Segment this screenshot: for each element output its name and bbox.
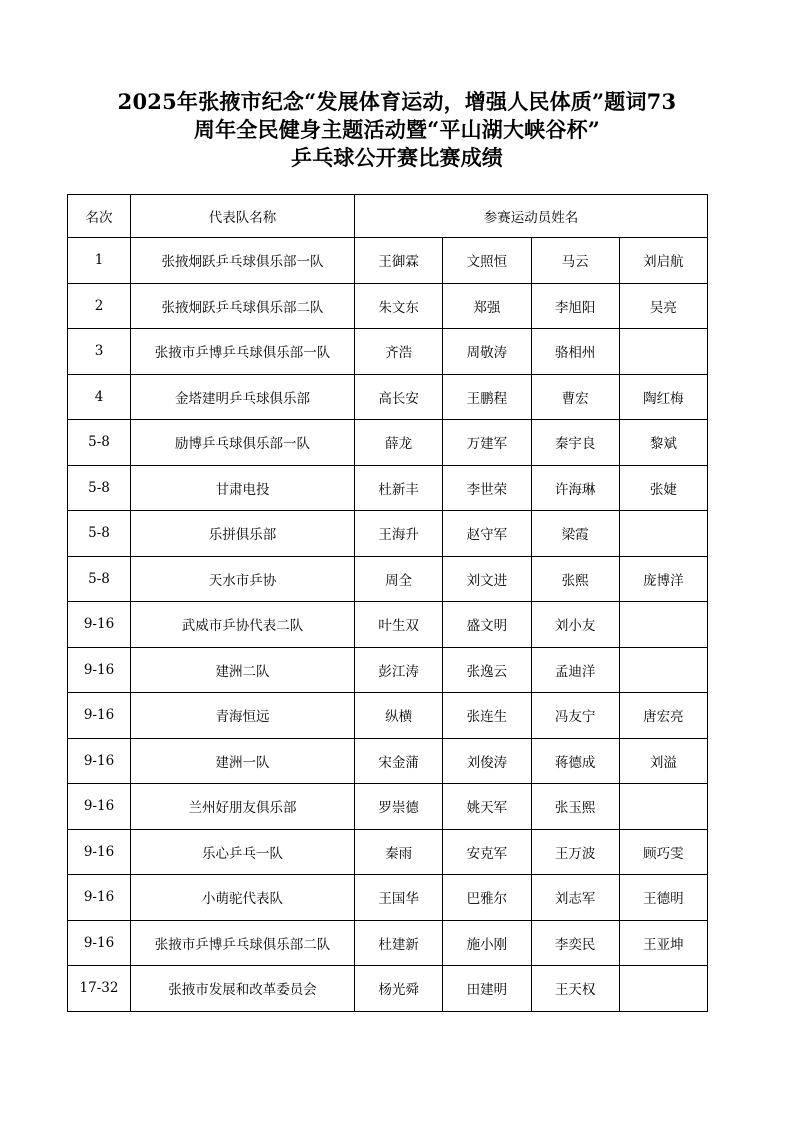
player-name-cell: 许海琳 [531, 465, 619, 511]
team-name-cell: 武威市乒协代表二队 [131, 602, 355, 648]
team-name-cell: 天水市乒协 [131, 556, 355, 602]
table-row [68, 465, 708, 511]
player-name-cell: 周敬涛 [443, 329, 531, 375]
table-row [68, 556, 708, 602]
team-name-cell: 金塔建明乒乓球俱乐部 [131, 374, 355, 420]
header-players: 参赛运动员姓名 [355, 195, 708, 238]
rank-cell: 9-16 [68, 829, 131, 875]
player-name-cell: 薛龙 [355, 420, 443, 466]
player-name-cell: 李世荣 [443, 465, 531, 511]
player-name-cell: 刘俊涛 [443, 738, 531, 784]
table-row [68, 784, 708, 830]
table-row [68, 693, 708, 739]
player-name-cell: 顾巧雯 [619, 829, 707, 875]
player-name-cell: 李旭阳 [531, 283, 619, 329]
player-name-cell: 孟迪洋 [531, 647, 619, 693]
player-name-cell: 叶生双 [355, 602, 443, 648]
team-name-cell: 甘肃电投 [131, 465, 355, 511]
rank-cell: 17-32 [68, 966, 131, 1012]
player-name-cell: 纵横 [355, 693, 443, 739]
player-name-cell: 曹宏 [531, 374, 619, 420]
player-name-cell: 秦雨 [355, 829, 443, 875]
rank-cell: 9-16 [68, 693, 131, 739]
player-name-cell [619, 784, 707, 830]
table-row [68, 329, 708, 375]
title-line-2: 周年全民健身主题活动暨“平山湖大峡谷杯” [193, 117, 601, 142]
rank-cell: 3 [68, 329, 131, 375]
player-name-cell: 万建军 [443, 420, 531, 466]
player-name-cell: 宋金蒲 [355, 738, 443, 784]
player-name-cell: 冯友宁 [531, 693, 619, 739]
player-name-cell: 刘启航 [619, 238, 707, 284]
player-name-cell: 杜建新 [355, 920, 443, 966]
player-name-cell: 杜新丰 [355, 465, 443, 511]
rank-cell: 5-8 [68, 556, 131, 602]
player-name-cell: 李奕民 [531, 920, 619, 966]
player-name-cell: 郑强 [443, 283, 531, 329]
title-line-3: 乒乓球公开赛比赛成绩 [291, 145, 503, 170]
header-rank: 名次 [68, 195, 131, 238]
player-name-cell: 朱文东 [355, 283, 443, 329]
player-name-cell: 姚天军 [443, 784, 531, 830]
table-row [68, 966, 708, 1012]
player-name-cell: 马云 [531, 238, 619, 284]
table-row [68, 283, 708, 329]
team-name-cell: 张掖市乒博乒乓球俱乐部一队 [131, 329, 355, 375]
player-name-cell: 高长安 [355, 374, 443, 420]
player-name-cell: 赵守军 [443, 511, 531, 557]
player-name-cell: 王海升 [355, 511, 443, 557]
document-title [40, 88, 754, 172]
player-name-cell: 张婕 [619, 465, 707, 511]
team-name-cell: 乐心乒乓一队 [131, 829, 355, 875]
player-name-cell: 王鹏程 [443, 374, 531, 420]
player-name-cell: 王万波 [531, 829, 619, 875]
player-name-cell: 周全 [355, 556, 443, 602]
rank-cell: 1 [68, 238, 131, 284]
player-name-cell: 吴亮 [619, 283, 707, 329]
table-row [68, 238, 708, 284]
player-name-cell: 彭江涛 [355, 647, 443, 693]
player-name-cell: 陶红梅 [619, 374, 707, 420]
player-name-cell [619, 602, 707, 648]
team-name-cell: 建洲二队 [131, 647, 355, 693]
table-row [68, 647, 708, 693]
team-name-cell: 张掖炯跃乒乓球俱乐部一队 [131, 238, 355, 284]
player-name-cell: 张连生 [443, 693, 531, 739]
team-name-cell: 小萌驼代表队 [131, 875, 355, 921]
team-name-cell: 乐拼俱乐部 [131, 511, 355, 557]
player-name-cell: 骆相州 [531, 329, 619, 375]
player-name-cell: 王德明 [619, 875, 707, 921]
player-name-cell [619, 966, 707, 1012]
player-name-cell [619, 329, 707, 375]
player-name-cell: 唐宏亮 [619, 693, 707, 739]
title-line-1: 2025年张掖市纪念“发展体育运动，增强人民体质”题词73 [117, 89, 677, 114]
table-row [68, 738, 708, 784]
team-name-cell: 张掖炯跃乒乓球俱乐部二队 [131, 283, 355, 329]
rank-cell: 5-8 [68, 465, 131, 511]
table-row [68, 920, 708, 966]
rank-cell: 5-8 [68, 420, 131, 466]
rank-cell: 5-8 [68, 511, 131, 557]
rank-cell: 9-16 [68, 920, 131, 966]
player-name-cell: 张玉熙 [531, 784, 619, 830]
player-name-cell: 安克军 [443, 829, 531, 875]
header-team: 代表队名称 [131, 195, 355, 238]
team-name-cell: 青海恒远 [131, 693, 355, 739]
player-name-cell: 张逸云 [443, 647, 531, 693]
team-name-cell: 张掖市发展和改革委员会 [131, 966, 355, 1012]
table-header-row [68, 195, 708, 238]
table-row [68, 374, 708, 420]
rank-cell: 9-16 [68, 647, 131, 693]
rank-cell: 9-16 [68, 738, 131, 784]
player-name-cell: 秦宇良 [531, 420, 619, 466]
player-name-cell: 罗崇德 [355, 784, 443, 830]
team-name-cell: 兰州好朋友俱乐部 [131, 784, 355, 830]
player-name-cell: 齐浩 [355, 329, 443, 375]
player-name-cell [619, 511, 707, 557]
player-name-cell: 庞博洋 [619, 556, 707, 602]
table-row [68, 420, 708, 466]
player-name-cell: 文照恒 [443, 238, 531, 284]
player-name-cell: 刘溢 [619, 738, 707, 784]
player-name-cell: 刘小友 [531, 602, 619, 648]
player-name-cell: 黎斌 [619, 420, 707, 466]
table-row [68, 602, 708, 648]
player-name-cell: 杨光舜 [355, 966, 443, 1012]
player-name-cell: 梁霞 [531, 511, 619, 557]
player-name-cell: 王亚坤 [619, 920, 707, 966]
team-name-cell: 张掖市乒博乒乓球俱乐部二队 [131, 920, 355, 966]
player-name-cell: 张熙 [531, 556, 619, 602]
player-name-cell: 王天权 [531, 966, 619, 1012]
rank-cell: 9-16 [68, 875, 131, 921]
rank-cell: 9-16 [68, 784, 131, 830]
rank-cell: 4 [68, 374, 131, 420]
table-row [68, 875, 708, 921]
player-name-cell: 蒋德成 [531, 738, 619, 784]
player-name-cell: 巴雅尔 [443, 875, 531, 921]
rank-cell: 9-16 [68, 602, 131, 648]
table-row [68, 829, 708, 875]
player-name-cell: 王御霖 [355, 238, 443, 284]
player-name-cell: 刘文进 [443, 556, 531, 602]
player-name-cell: 施小刚 [443, 920, 531, 966]
rank-cell: 2 [68, 283, 131, 329]
player-name-cell: 田建明 [443, 966, 531, 1012]
player-name-cell: 盛文明 [443, 602, 531, 648]
team-name-cell: 励博乒乓球俱乐部一队 [131, 420, 355, 466]
results-table [67, 194, 708, 1012]
team-name-cell: 建洲一队 [131, 738, 355, 784]
player-name-cell: 王国华 [355, 875, 443, 921]
player-name-cell: 刘志军 [531, 875, 619, 921]
player-name-cell [619, 647, 707, 693]
table-row [68, 511, 708, 557]
